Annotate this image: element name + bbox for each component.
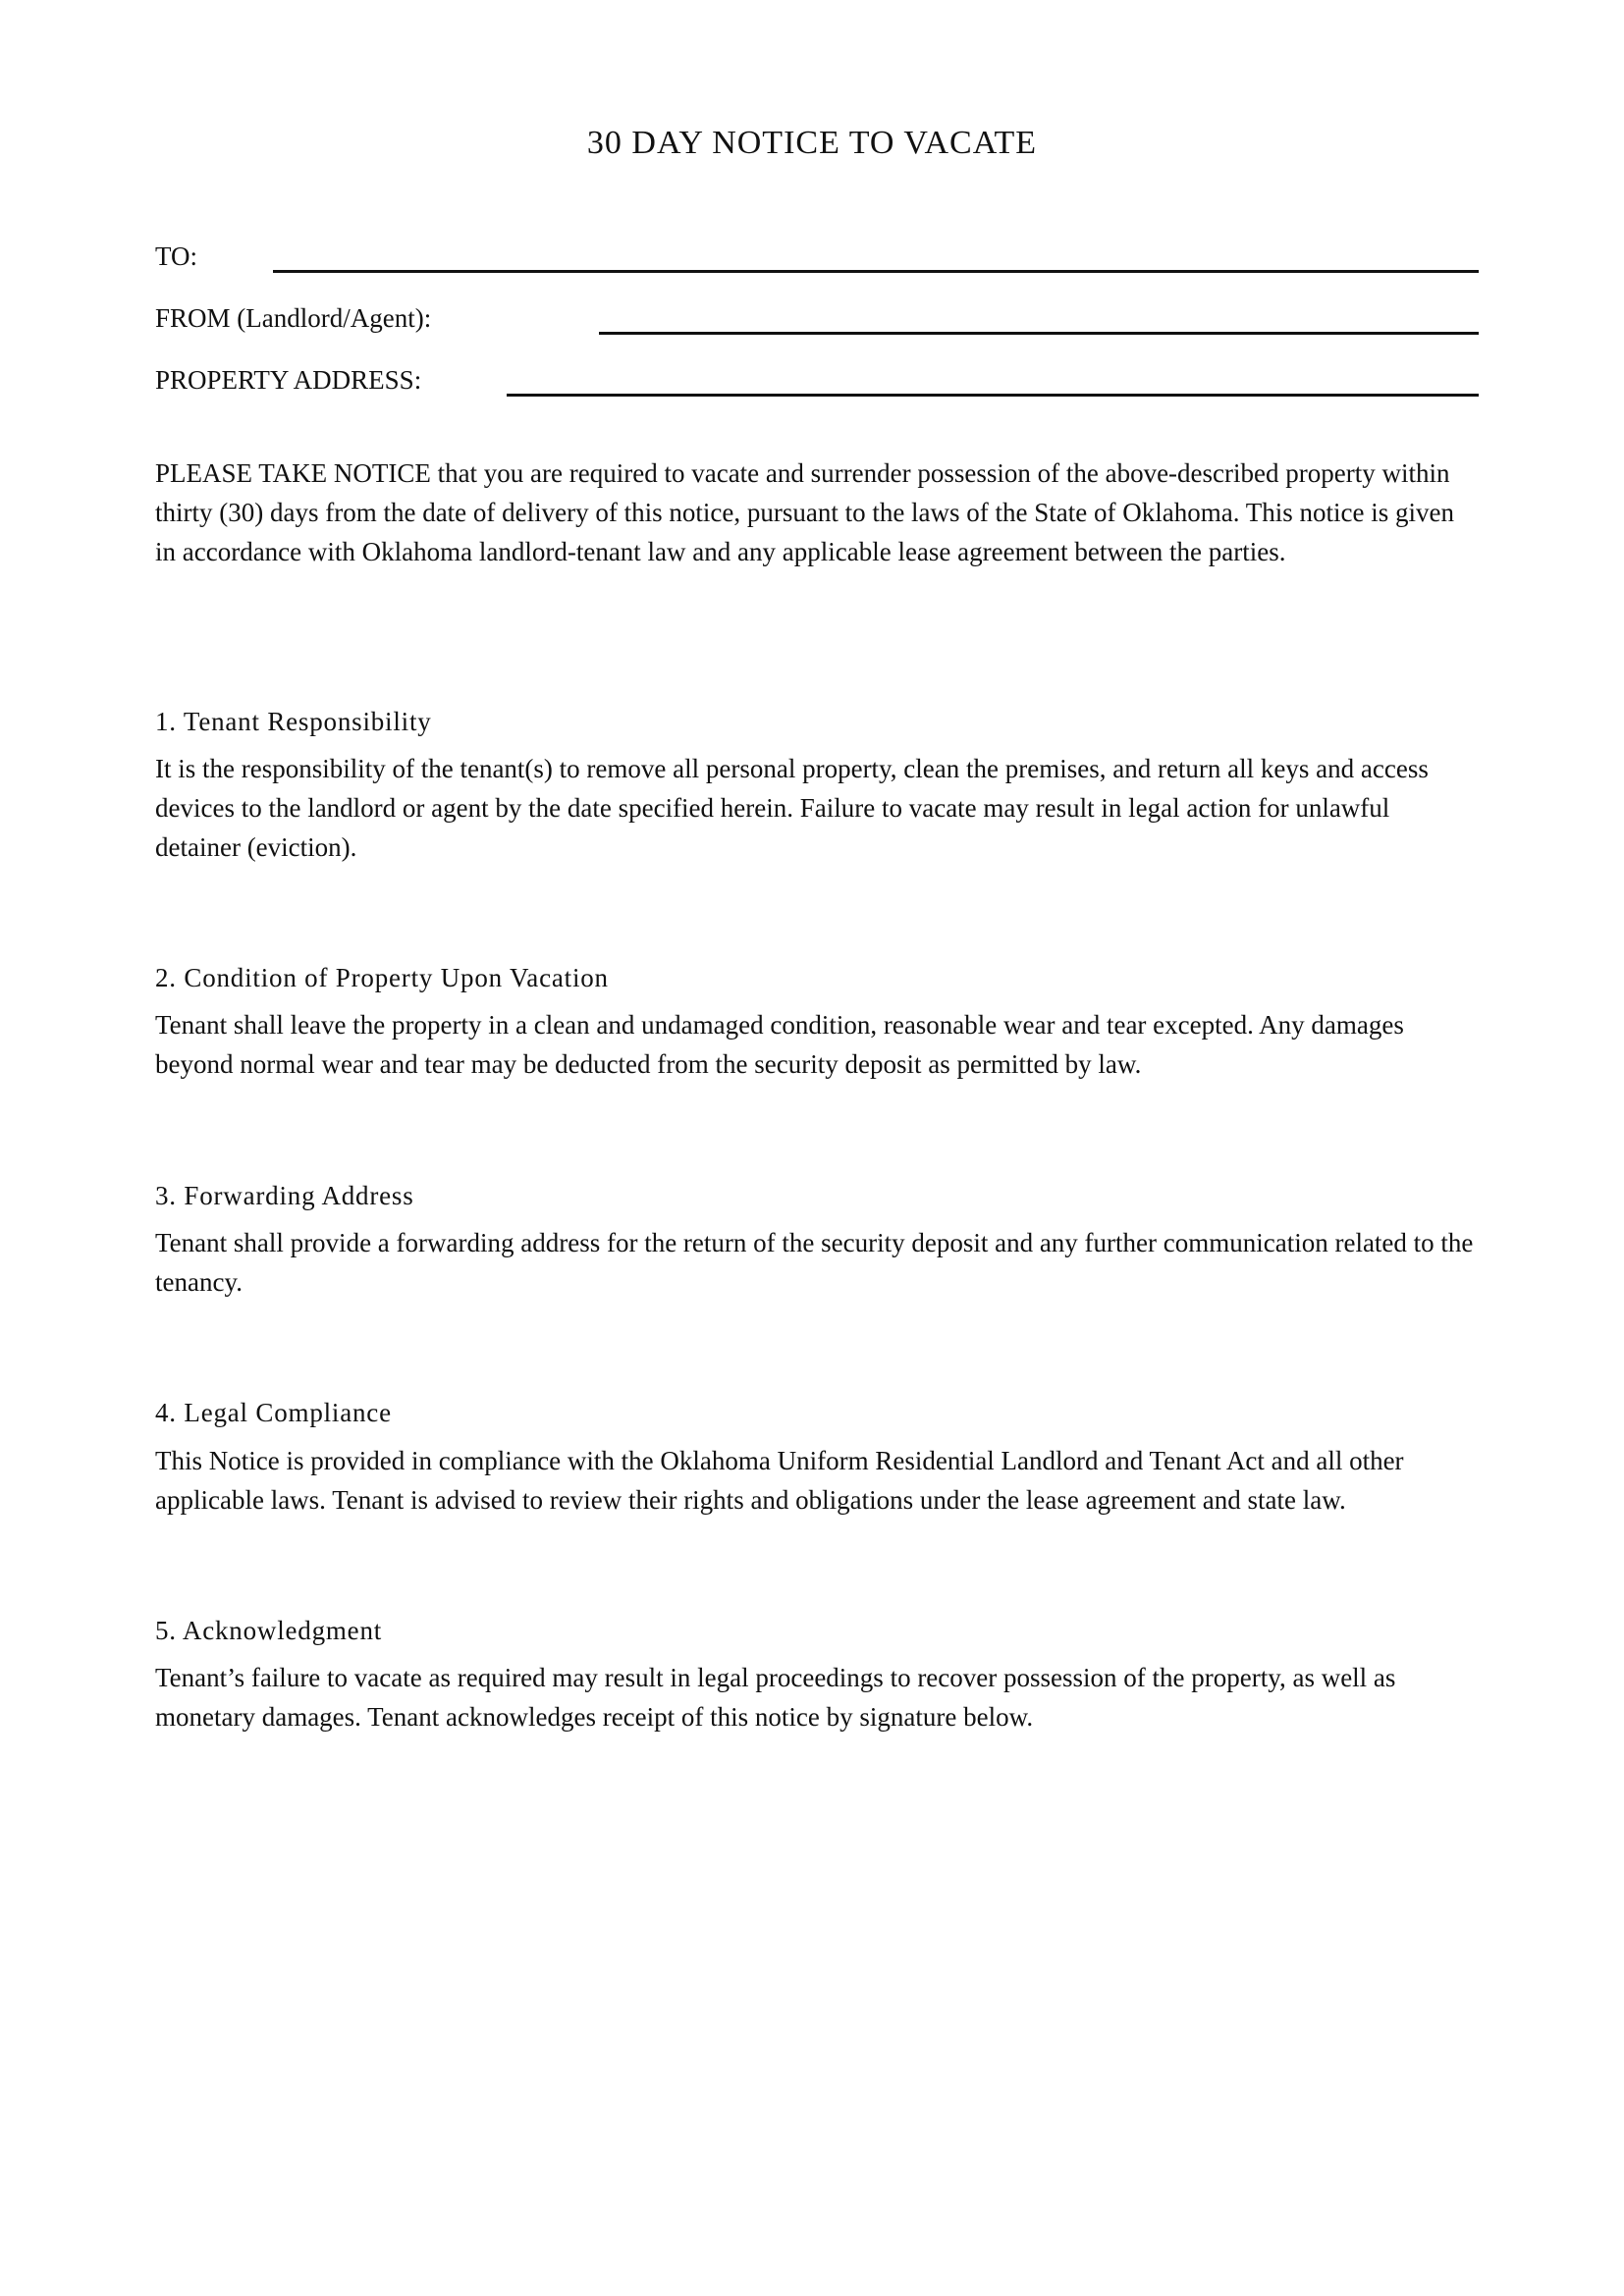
from-label: FROM (Landlord/Agent):	[155, 303, 432, 333]
section-body-forwarding-address: Tenant shall provide a forwarding address for the return of the security deposit and any further communication related to the tenancy.	[155, 1228, 1474, 1297]
from-blank-line	[599, 332, 1479, 335]
section-heading-forwarding-address: 3. Forwarding Address	[155, 1181, 414, 1210]
section-body-legal-compliance: This Notice is provided in compliance with the Oklahoma Uniform Residential Landlord and Tenant Act and all other applicable laws. Tenant is advised to review their rights and obligations under the lease agreement and state law.	[155, 1446, 1404, 1515]
section-heading-legal-compliance: 4. Legal Compliance	[155, 1398, 392, 1427]
section-body-condition-of-property: Tenant shall leave the property in a clean and undamaged condition, reasonable wear and tear excepted. Any damages beyond normal wear and tear may be deducted from the security deposit as permitted by law.	[155, 1010, 1404, 1079]
to-label: TO:	[155, 241, 198, 271]
notice-intro: PLEASE TAKE NOTICE that you are required to vacate and surrender possession of the above-described property within thirty (30) days from the date of delivery of this notice, pursuant to the laws of the State of Oklahoma. This notice is given in accordance with Oklahoma landlord-tenant law and any applicable lease agreement between the parties.	[155, 458, 1454, 566]
section-heading-tenant-responsibility: 1. Tenant Responsibility	[155, 707, 432, 736]
to-blank-line	[273, 270, 1479, 273]
property-address-blank-line	[507, 394, 1479, 397]
section-heading-condition-of-property: 2. Condition of Property Upon Vacation	[155, 963, 609, 992]
document-title: 30 DAY NOTICE TO VACATE	[586, 125, 1038, 161]
section-body-acknowledgment: Tenant’s failure to vacate as required may result in legal proceedings to recover possession of the property, as well as monetary damages. Tenant acknowledges receipt of this notice by signature below.	[155, 1663, 1396, 1732]
section-body-tenant-responsibility: It is the responsibility of the tenant(s) to remove all personal property, clean the premises, and return all keys and access devices to the landlord or agent by the date specified herein. Failure to vacate may result in legal action for unlawful detainer (eviction).	[155, 754, 1429, 862]
property-address-label: PROPERTY ADDRESS:	[155, 365, 422, 395]
section-heading-acknowledgment: 5. Acknowledgment	[155, 1616, 383, 1645]
